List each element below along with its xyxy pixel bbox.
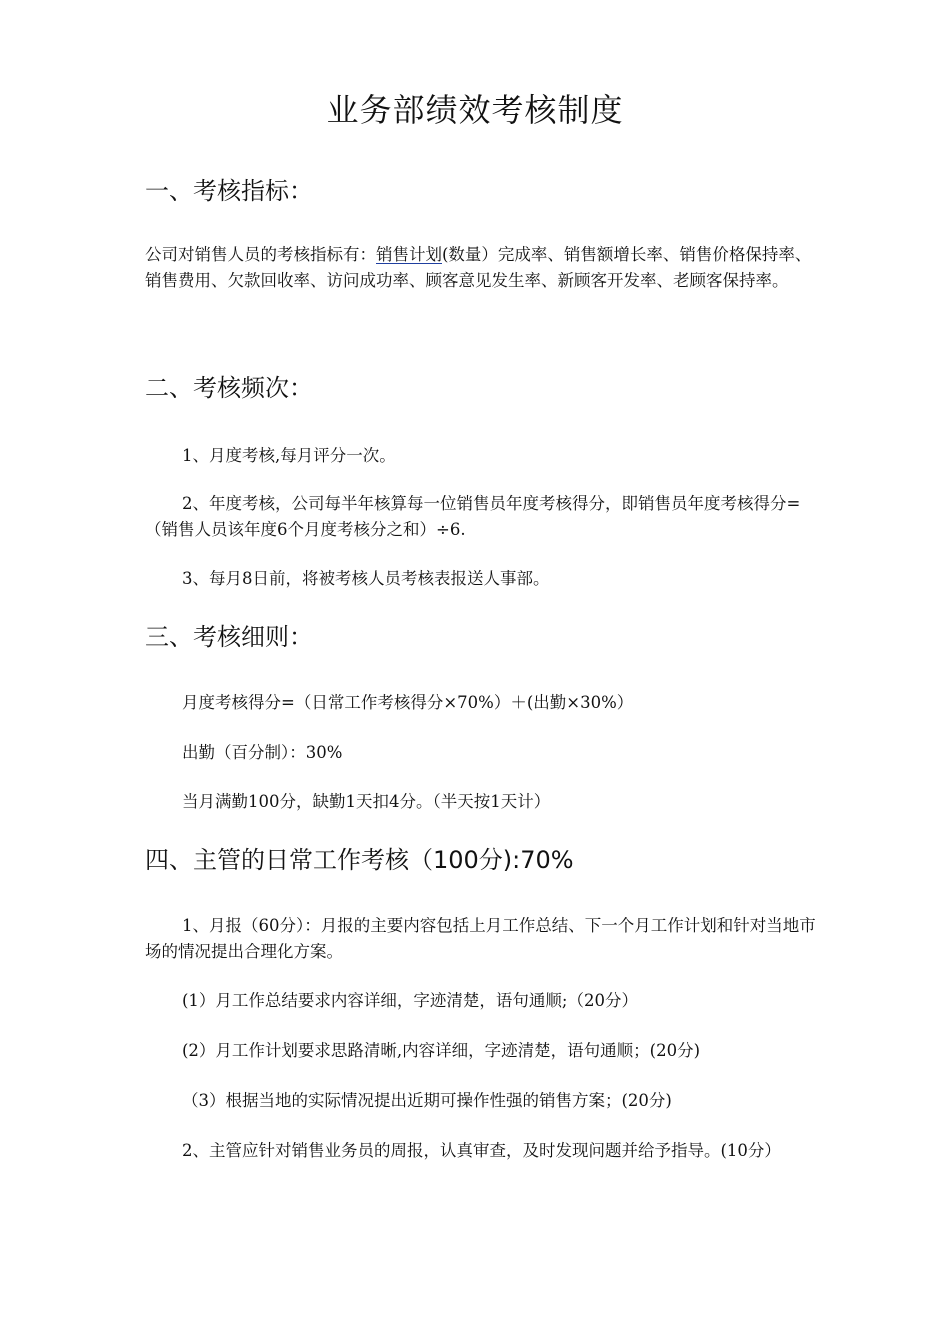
paragraph-prefix: 公司对销售人员的考核指标有：	[145, 245, 376, 264]
sales-plan-link[interactable]: 销售计划	[376, 245, 442, 264]
paragraph-monthly-report: 1、月报（60分）：月报的主要内容包括上月工作总结、下一个月工作计划和针对当地市场的情况提出合理化方案。	[145, 916, 816, 961]
paragraph-suffix: (数量）完成率、销售额增长率、销售价格保持率、销售费用、欠款回收率、访问成功率、顾客意见发生率、新顾客开发率、老顾客保持率。	[145, 245, 812, 290]
paragraph-monthly-review: 1、月度考核,每月评分一次。	[182, 446, 396, 465]
paragraph-score-formula: 月度考核得分=（日常工作考核得分×70%）＋(出勤×30%）	[182, 693, 634, 712]
section-heading-rules: 三、考核细则：	[145, 623, 313, 651]
section-heading-frequency: 二、考核频次：	[145, 374, 313, 402]
paragraph-annual-review: 2、年度考核，公司每半年核算每一位销售员年度考核得分，即销售员年度考核得分=（销售人员该年度6个月度考核分之和）÷6.	[145, 494, 801, 539]
paragraph-weekly-review: 2、主管应针对销售业务员的周报，认真审查，及时发现问题并给予指导。(10分）	[182, 1141, 781, 1160]
section-heading-supervisor-review: 四、主管的日常工作考核（100分):70%	[145, 846, 574, 874]
paragraph-report-plan: (2）月工作计划要求思路清晰,内容详细，字迹清楚，语句通顺；(20分)	[182, 1041, 701, 1060]
paragraph-indicators	[145, 242, 820, 294]
document-title: 业务部绩效考核制度	[326, 91, 624, 129]
paragraph-report-proposal: （3）根据当地的实际情况提出近期可操作性强的销售方案；(20分)	[182, 1091, 672, 1110]
paragraph-report-summary: (1）月工作总结要求内容详细，字迹清楚，语句通顺;（20分）	[182, 991, 638, 1010]
paragraph-submission-deadline: 3、每月8日前，将被考核人员考核表报送人事部。	[182, 569, 550, 588]
section-heading-indicators: 一、考核指标：	[145, 177, 313, 205]
paragraph-attendance-deduction: 当月满勤100分，缺勤1天扣4分。（半天按1天计）	[182, 792, 551, 811]
paragraph-attendance-weight: 出勤（百分制）：30%	[182, 743, 343, 762]
